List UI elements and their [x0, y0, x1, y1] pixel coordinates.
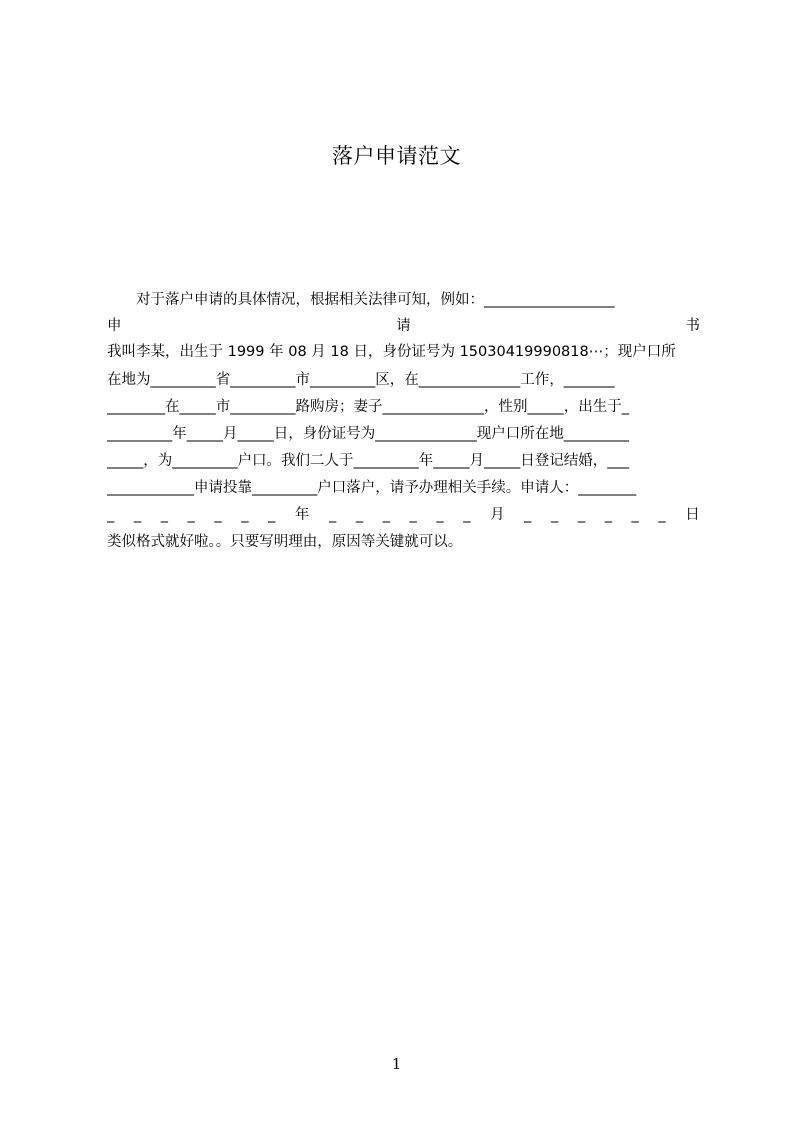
date-char: _	[187, 507, 195, 523]
date-char: _	[463, 507, 471, 523]
page-number: 1	[391, 1055, 402, 1073]
date-char: _	[604, 507, 612, 523]
paragraph-line: 我叫李某，出生于 1999 年 08 月 18 日，身份证号为 15030419990818⋯；现户口所	[107, 344, 676, 360]
date-line	[107, 502, 700, 528]
date-char: _	[355, 507, 364, 523]
date-char: _	[551, 507, 559, 523]
date-char: _	[329, 507, 337, 523]
date-char: _	[133, 507, 142, 523]
paragraph-line: _________年_____月_____日，身份证号为______________现户口所在地_________	[107, 426, 629, 442]
paragraph-line: _____，为_________户口。我们二人于_________年_____月_____日登记结婚，___	[107, 453, 629, 469]
date-char: _	[577, 507, 586, 523]
heading-char: 请	[396, 318, 411, 334]
date-char: _	[658, 507, 666, 523]
date-char: 年	[294, 507, 310, 523]
date-char: _	[436, 507, 444, 523]
date-char: _	[409, 507, 417, 523]
date-char: _	[107, 507, 115, 523]
date-char: 日	[685, 507, 700, 523]
paragraph-line: 对于落户申请的具体情况，根据相关法律可知，例如：__________________	[107, 292, 615, 308]
heading-char: 申	[107, 318, 122, 334]
application-heading-line	[107, 313, 700, 339]
paragraph-line: 在地为_________省_________市_________区，在______________工作，_______	[107, 372, 615, 388]
date-char: _	[160, 507, 168, 523]
date-char: 月	[490, 507, 505, 523]
date-char: _	[214, 507, 222, 523]
heading-char: 书	[685, 318, 700, 334]
paragraph-line: 类似格式就好啦。。只要写明理由，原因等关键就可以。	[107, 534, 463, 550]
paragraph-line: ____________申请投靠_________户口落户，请予办理相关手续。申请人：________	[107, 480, 637, 496]
paragraph-line: ________在_____市_________路购房；妻子______________，性别_____，出生于_	[107, 399, 629, 415]
date-char: _	[268, 507, 276, 523]
date-char: _	[382, 507, 390, 523]
date-char: _	[524, 507, 532, 523]
date-char: _	[241, 507, 249, 523]
document-title: 落户申请范文	[332, 144, 461, 168]
date-char: _	[631, 507, 639, 523]
